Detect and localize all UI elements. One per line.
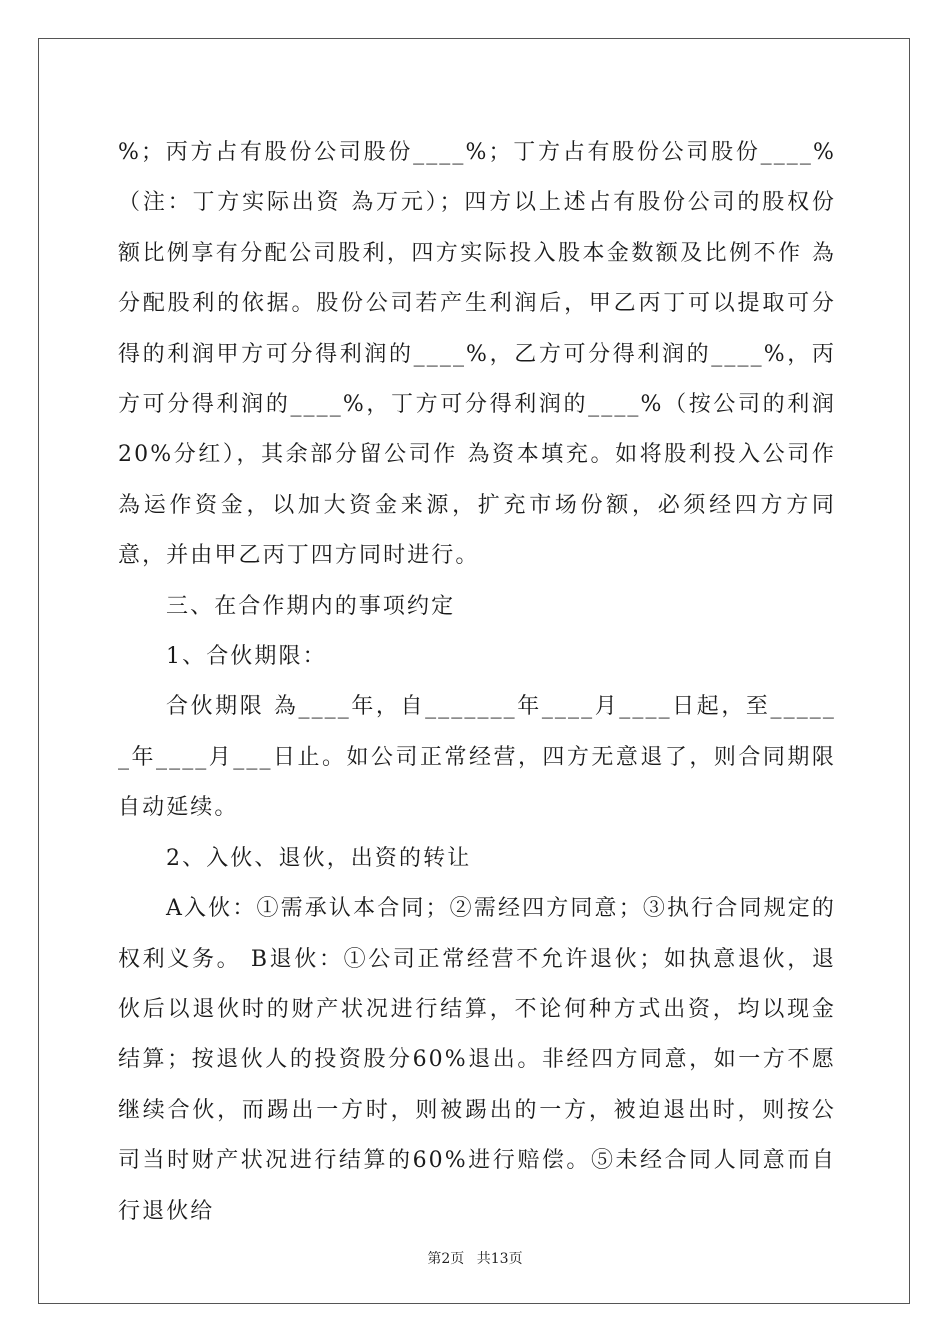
clause-heading-1: 1、合伙期限：	[166, 644, 327, 670]
paragraph-join-exit: A入伙：①需承认本合同；②需经四方同意；③执行合同规定的权利义务。 B退伙：①公司正常经营不允许退伙；如执意退伙，退伙后以退伙时的财产状况进行结算，不论何种方式出资，均以现金结算；按退伙人的投资股分60%退出。非经四方同意，如一方不愿继续合伙，而踢出一方时，则被踢出的一方，被迫退出时，则按公司当时财产状况进行结算的60%进行赔偿。⑤未经合同人同意而自行退伙给	[118, 896, 836, 1224]
page-total: 共13页	[476, 1251, 523, 1267]
clause-heading-2: 2、入伙、退伙，出资的转让	[166, 845, 472, 871]
page-footer	[0, 1248, 950, 1268]
section-heading-3: 三、在合作期内的事项约定	[166, 593, 456, 619]
paragraph-profit-distribution: %；丙方占有股份公司股份____%；丁方占有股份公司股份____%（注：丁方实际出资 為万元）；四方以上述占有股份公司的股权份额比例享有分配公司股利，四方实际投入股本金数额及比例不作 為分配股利的依据。股份公司若产生利润后，甲乙丙丁可以提取可分得的利润甲方可分得利润的____%，乙方可分得利润的____%，丙方可分得利润的____%，丁方可分得利润的____%（按公司的利润20%分红），其余部分留公司作 為资本填充。如将股利投入公司作 為运作资金，以加大资金来源，扩充市场份额，必须经四方方同意，并由甲乙丙丁四方同时进行。	[118, 140, 836, 569]
page-number: 第2页	[427, 1251, 465, 1267]
document-body	[118, 128, 836, 1237]
paragraph-partnership-term: 合伙期限 為____年，自_______年____月____日起，至______年____月___日止。如公司正常经营，四方无意退了，则合同期限自动延续。	[118, 694, 836, 821]
